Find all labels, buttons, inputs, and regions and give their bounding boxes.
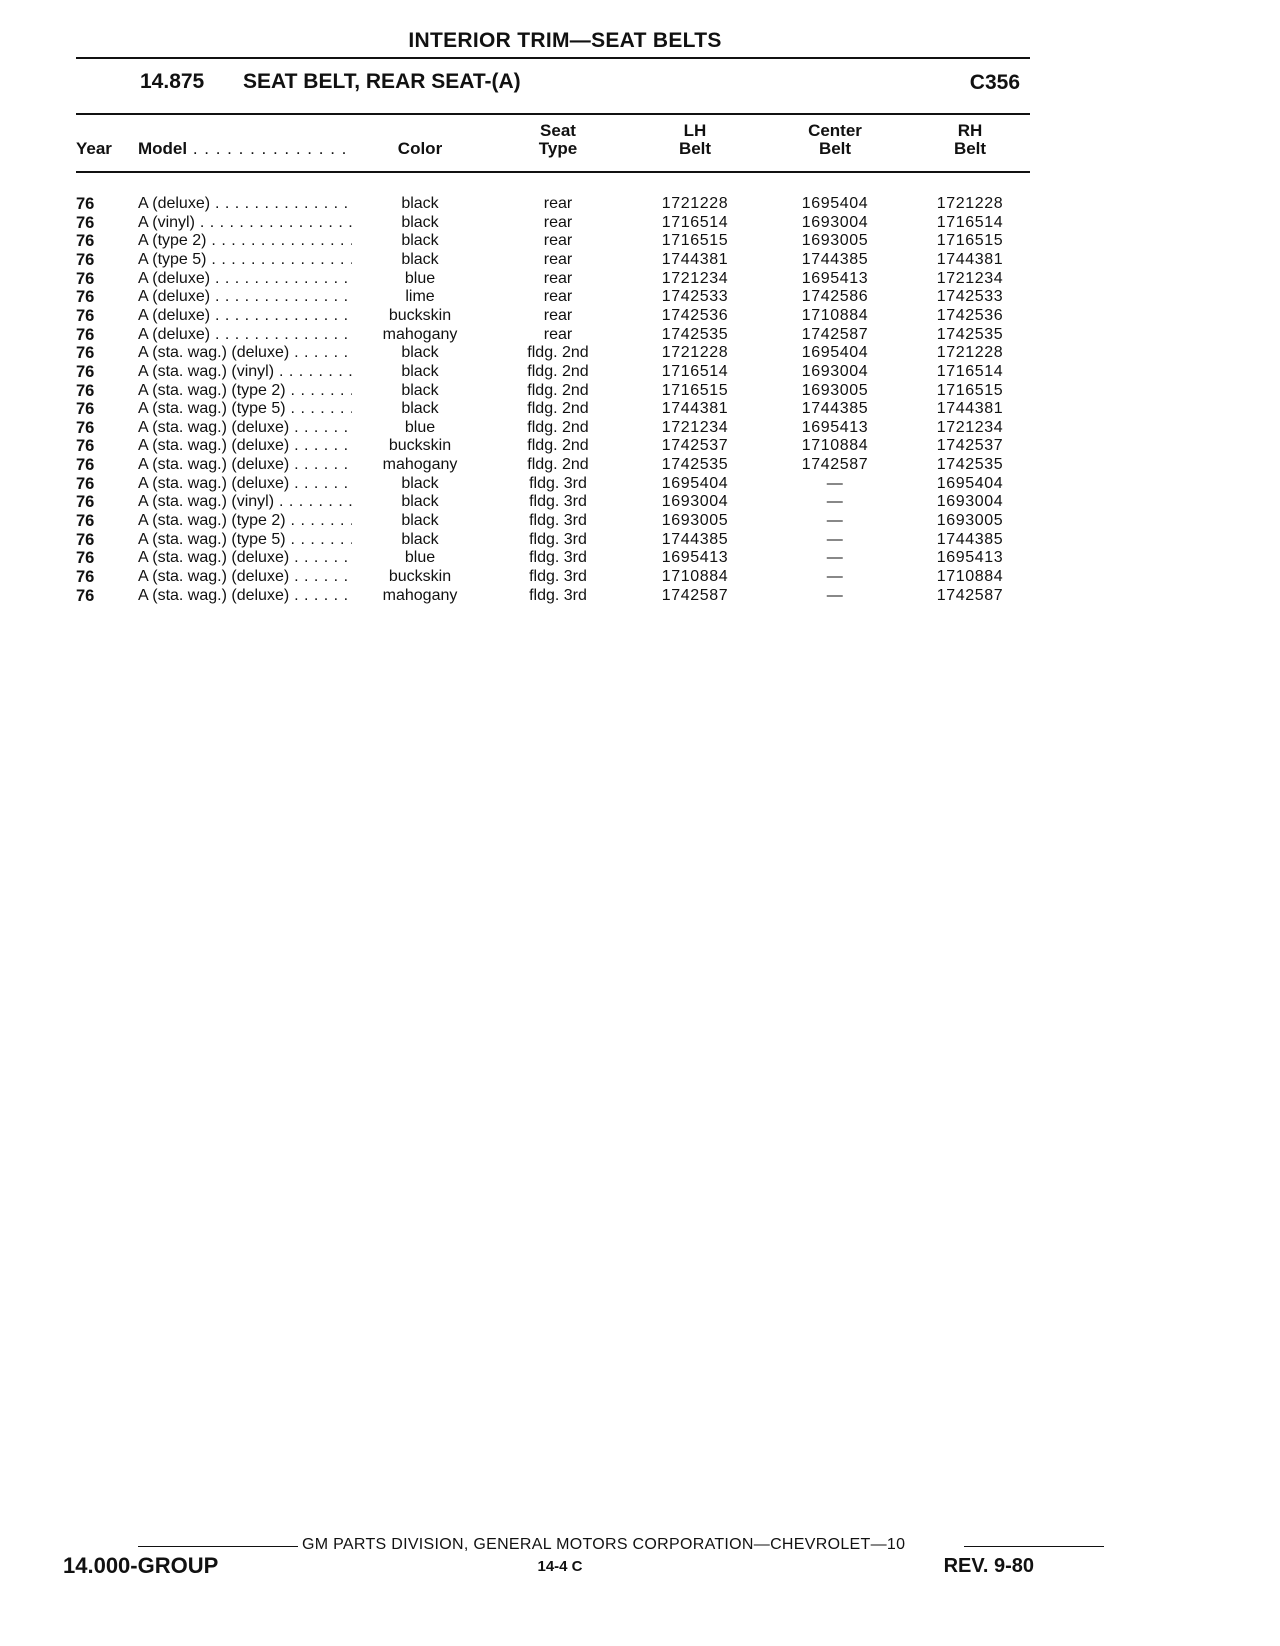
column-header-model: Model . . . . . . . . . . . . . . (138, 139, 348, 158)
row-model: A (deluxe) . . . (138, 270, 352, 289)
table-row (0, 195, 1280, 214)
row-color: mahogany (382, 325, 458, 343)
row-color: buckskin (388, 306, 452, 324)
row-rh-belt: 1742537 (936, 437, 1004, 455)
row-rh-belt: 1721234 (936, 418, 1004, 436)
row-seat-type: rear (543, 306, 573, 324)
table-row (0, 437, 1280, 456)
row-year: 76 (76, 568, 95, 586)
column-header-seat-type (493, 122, 623, 158)
row-year: 76 (76, 325, 95, 344)
row-seat-type: fldg. 3rd (529, 474, 587, 492)
row-seat-type: fldg. 3rd (529, 586, 587, 604)
row-center-belt: 1695404 (801, 344, 869, 362)
row-model: A (sta. wag.) (deluxe) . . . (138, 419, 352, 438)
row-seat-type: fldg. 2nd (527, 418, 589, 436)
row-model: A (sta. wag.) (deluxe) . . . (138, 475, 352, 494)
table-row (0, 419, 1280, 438)
row-seat-type: fldg. 2nd (527, 381, 589, 399)
row-center-belt: 1695413 (801, 418, 869, 436)
row-center-belt: 1693004 (801, 213, 869, 231)
row-color: black (401, 362, 439, 380)
row-year: 76 (76, 362, 95, 381)
row-rh-belt: 1716515 (936, 232, 1004, 250)
row-model: A (sta. wag.) (vinyl) . . . (138, 493, 352, 512)
row-year: 76 (76, 269, 95, 288)
footer-rule-left (138, 1546, 298, 1547)
row-color: black (401, 474, 439, 492)
column-header-rh-belt-line2: Belt (953, 139, 987, 158)
row-lh-belt: 1693004 (661, 493, 729, 511)
row-center-belt: — (826, 530, 844, 548)
row-model: A (sta. wag.) (type 5) . . . (138, 531, 352, 550)
row-color: buckskin (388, 568, 452, 585)
row-seat-type: fldg. 3rd (529, 493, 587, 511)
row-center-belt: 1693005 (801, 232, 869, 250)
row-rh-belt: 1710884 (936, 568, 1004, 585)
row-year: 76 (76, 381, 95, 400)
table-row (0, 307, 1280, 326)
row-rh-belt: 1742533 (936, 288, 1004, 306)
column-header-model-label: Model (138, 139, 188, 158)
row-lh-belt: 1716515 (661, 381, 729, 399)
row-lh-belt: 1721228 (661, 195, 729, 212)
row-rh-belt: 1695404 (936, 474, 1004, 492)
row-lh-belt: 1695404 (661, 474, 729, 492)
row-lh-belt: 1716515 (661, 232, 729, 250)
row-lh-belt: 1742533 (661, 288, 729, 306)
row-seat-type: rear (543, 325, 573, 343)
row-lh-belt: 1721228 (661, 344, 729, 362)
footer-revision: REV. 9-80 (943, 1555, 1034, 1577)
row-color: black (401, 512, 439, 530)
row-lh-belt: 1742536 (661, 306, 729, 324)
row-color: mahogany (382, 586, 458, 604)
table-row (0, 587, 1280, 606)
column-header-color: Color (397, 139, 443, 158)
row-seat-type: rear (543, 269, 573, 287)
row-model: A (sta. wag.) (deluxe) . . . (138, 568, 352, 587)
row-model: A (sta. wag.) (vinyl) . . . (138, 363, 352, 382)
row-lh-belt: 1742587 (661, 586, 729, 604)
row-color: blue (404, 418, 436, 436)
section-code: C356 (969, 71, 1020, 94)
row-rh-belt: 1742535 (936, 456, 1004, 474)
row-color: blue (404, 269, 436, 287)
row-year: 76 (76, 437, 95, 456)
table-row (0, 400, 1280, 419)
row-seat-type: rear (543, 232, 573, 250)
row-color: black (401, 195, 439, 212)
row-year: 76 (76, 232, 95, 251)
row-year: 76 (76, 530, 95, 549)
row-model: A (type 2) . . . (138, 232, 352, 251)
row-rh-belt: 1716514 (936, 213, 1004, 231)
row-seat-type: rear (543, 288, 573, 306)
row-lh-belt: 1742537 (661, 437, 729, 455)
column-header-lh-belt-line2: Belt (678, 139, 712, 158)
row-year: 76 (76, 456, 95, 475)
row-year: 76 (76, 586, 95, 605)
row-lh-belt: 1721234 (661, 269, 729, 287)
row-seat-type: fldg. 3rd (529, 549, 587, 567)
row-lh-belt: 1695413 (661, 549, 729, 567)
row-rh-belt: 1744385 (936, 530, 1004, 548)
row-color: black (401, 530, 439, 548)
row-year: 76 (76, 344, 95, 363)
row-center-belt: 1710884 (801, 306, 869, 324)
row-year: 76 (76, 549, 95, 568)
row-rh-belt: 1693005 (936, 512, 1004, 530)
row-color: black (401, 232, 439, 250)
footer-rule-right (964, 1546, 1104, 1547)
row-lh-belt: 1693005 (661, 512, 729, 530)
row-rh-belt: 1721228 (936, 344, 1004, 362)
footer-credit-line (76, 1536, 1036, 1556)
row-model: A (vinyl) . . . (138, 214, 352, 233)
row-seat-type: fldg. 3rd (529, 530, 587, 548)
row-color: mahogany (382, 456, 458, 474)
row-rh-belt: 1742536 (936, 306, 1004, 324)
row-model: A (sta. wag.) (deluxe) . . . (138, 456, 352, 475)
row-center-belt: — (826, 493, 844, 511)
row-center-belt: 1742587 (801, 325, 869, 343)
row-rh-belt: 1716515 (936, 381, 1004, 399)
column-header-lh-belt (640, 122, 750, 158)
row-lh-belt: 1716514 (661, 362, 729, 380)
row-rh-belt: 1742587 (936, 586, 1004, 604)
table-row (0, 512, 1280, 531)
row-seat-type: rear (543, 213, 573, 231)
row-center-belt: 1742587 (801, 456, 869, 474)
table-row (0, 493, 1280, 512)
row-rh-belt: 1721234 (936, 269, 1004, 287)
row-rh-belt: 1695413 (936, 549, 1004, 567)
row-lh-belt: 1744385 (661, 530, 729, 548)
row-color: black (401, 250, 439, 268)
row-center-belt: 1744385 (801, 250, 869, 268)
row-color: blue (404, 549, 436, 567)
footer-credit: GM PARTS DIVISION, GENERAL MOTORS CORPORATION—CHEVROLET—10 (302, 1536, 906, 1553)
row-seat-type: fldg. 3rd (529, 512, 587, 530)
row-year: 76 (76, 288, 95, 307)
row-model: A (deluxe) . . . (138, 195, 352, 214)
row-model: A (sta. wag.) (deluxe) . . . (138, 344, 352, 363)
column-header-rh-belt (915, 122, 1025, 158)
row-year: 76 (76, 306, 95, 325)
row-model: A (type 5) . . . (138, 251, 352, 270)
row-model: A (sta. wag.) (type 2) . . . (138, 382, 352, 401)
section-number: 14.875 (140, 70, 205, 93)
column-header-seat-type-line2: Type (538, 139, 578, 158)
column-header-seat-type-line1: Seat (540, 121, 576, 140)
row-model: A (sta. wag.) (deluxe) . . . (138, 587, 352, 606)
table-row (0, 232, 1280, 251)
row-color: black (401, 493, 439, 511)
table-row (0, 549, 1280, 568)
table-row (0, 288, 1280, 307)
table-row (0, 363, 1280, 382)
row-year: 76 (76, 512, 95, 531)
row-color: lime (405, 288, 435, 306)
table-row (0, 344, 1280, 363)
row-model: A (sta. wag.) (type 5) . . . (138, 400, 352, 419)
row-lh-belt: 1742535 (661, 456, 729, 474)
row-rh-belt: 1716514 (936, 362, 1004, 380)
row-center-belt: 1693004 (801, 362, 869, 380)
footer-page-number: 14-4 C (537, 1558, 583, 1575)
table-row (0, 270, 1280, 289)
table-row (0, 456, 1280, 475)
table-row (0, 475, 1280, 494)
row-model: A (deluxe) . . . (138, 326, 352, 345)
row-year: 76 (76, 213, 95, 232)
header-rule (76, 57, 1030, 59)
row-seat-type: fldg. 2nd (527, 437, 589, 455)
row-year: 76 (76, 250, 95, 269)
row-model: A (deluxe) . . . (138, 288, 352, 307)
row-year: 76 (76, 400, 95, 419)
table-row (0, 326, 1280, 345)
row-rh-belt: 1744381 (936, 250, 1004, 268)
row-center-belt: 1693005 (801, 381, 869, 399)
footer-group: 14.000-GROUP (63, 1553, 219, 1578)
row-model: A (sta. wag.) (deluxe) . . . (138, 437, 352, 456)
row-lh-belt: 1744381 (661, 250, 729, 268)
row-year: 76 (76, 493, 95, 512)
row-model: A (deluxe) . . . (138, 307, 352, 326)
row-model: A (sta. wag.) (type 2) . . . (138, 512, 352, 531)
row-lh-belt: 1744381 (661, 400, 729, 418)
row-center-belt: — (826, 568, 844, 585)
column-header-lh-belt-line1: LH (683, 121, 707, 140)
row-year: 76 (76, 474, 95, 493)
table-row (0, 382, 1280, 401)
row-color: black (401, 400, 439, 418)
row-rh-belt: 1721228 (936, 195, 1004, 212)
row-color: black (401, 381, 439, 399)
row-color: buckskin (388, 437, 452, 455)
row-lh-belt: 1710884 (661, 568, 729, 585)
row-center-belt: — (826, 586, 844, 604)
row-seat-type: fldg. 2nd (527, 344, 589, 362)
row-lh-belt: 1742535 (661, 325, 729, 343)
row-seat-type: rear (543, 195, 573, 212)
row-seat-type: fldg. 3rd (529, 568, 587, 585)
column-header-center-belt-line2: Belt (818, 139, 852, 158)
page-header: INTERIOR TRIM—SEAT BELTS (408, 29, 722, 52)
table-header-rule (76, 171, 1030, 173)
row-center-belt: 1695413 (801, 269, 869, 287)
row-lh-belt: 1721234 (661, 418, 729, 436)
row-year: 76 (76, 418, 95, 437)
column-header-year: Year (76, 139, 112, 158)
row-center-belt: — (826, 474, 844, 492)
row-rh-belt: 1693004 (936, 493, 1004, 511)
row-seat-type: fldg. 2nd (527, 456, 589, 474)
table-row (0, 531, 1280, 550)
column-header-center-belt-line1: Center (808, 121, 862, 140)
row-center-belt: — (826, 512, 844, 530)
column-header-center-belt (780, 122, 890, 158)
row-color: black (401, 213, 439, 231)
row-center-belt: 1744385 (801, 400, 869, 418)
section-title: SEAT BELT, REAR SEAT-(A) (243, 70, 521, 93)
row-seat-type: fldg. 2nd (527, 400, 589, 418)
row-lh-belt: 1716514 (661, 213, 729, 231)
table-row (0, 214, 1280, 233)
table-row (0, 568, 1280, 587)
row-rh-belt: 1742535 (936, 325, 1004, 343)
row-year: 76 (76, 195, 95, 213)
row-center-belt: — (826, 549, 844, 567)
row-rh-belt: 1744381 (936, 400, 1004, 418)
row-center-belt: 1695404 (801, 195, 869, 212)
section-rule (76, 113, 1030, 115)
row-seat-type: fldg. 2nd (527, 362, 589, 380)
row-model: A (sta. wag.) (deluxe) . . . (138, 549, 352, 568)
row-center-belt: 1742586 (801, 288, 869, 306)
row-color: black (401, 344, 439, 362)
row-seat-type: rear (543, 250, 573, 268)
column-header-rh-belt-line1: RH (957, 121, 983, 140)
table-row (0, 251, 1280, 270)
row-center-belt: 1710884 (801, 437, 869, 455)
